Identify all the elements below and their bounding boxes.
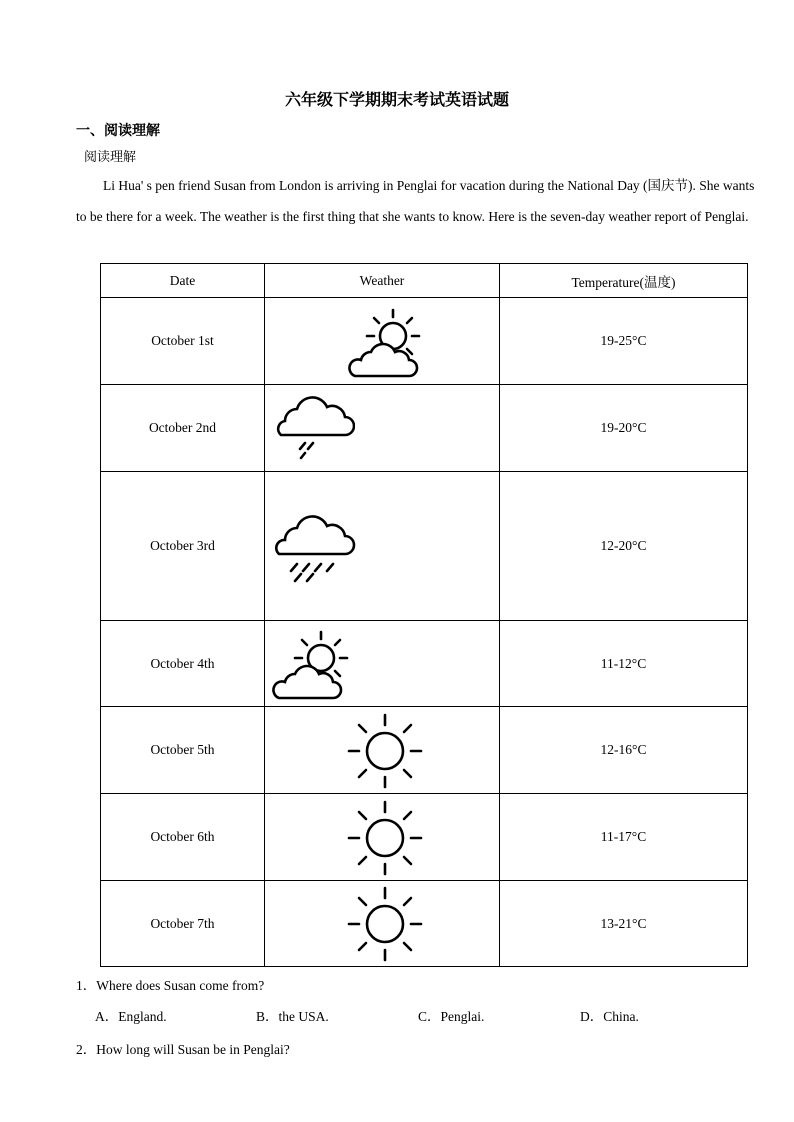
row-temperature: 19-25°C — [500, 298, 748, 385]
table-row — [101, 298, 748, 385]
row-date: October 4th — [101, 621, 265, 707]
sun-icon — [343, 709, 427, 793]
row-temperature: 13-21°C — [500, 881, 748, 967]
question-2: 2．How long will Susan be in Penglai? — [76, 1042, 290, 1057]
question-1-option-a[interactable]: A．England. — [95, 1009, 167, 1024]
row-weather — [265, 621, 500, 707]
section-heading: 一、阅读理解 — [76, 123, 160, 139]
question-1-option-c[interactable]: C．Penglai. — [418, 1009, 485, 1024]
question-1: 1．Where does Susan come from? — [76, 978, 265, 993]
row-temperature: 19-20°C — [500, 385, 748, 472]
sun-icon — [343, 796, 427, 880]
row-temperature: 11-17°C — [500, 794, 748, 881]
row-date: October 7th — [101, 881, 265, 967]
sun-behind-cloud-icon — [271, 624, 361, 704]
question-1-option-d[interactable]: D．China. — [580, 1009, 639, 1024]
sun-behind-cloud-icon — [343, 302, 433, 382]
header-date: Date — [101, 264, 265, 298]
row-temperature: 12-16°C — [500, 707, 748, 794]
table-row — [101, 707, 748, 794]
table-header-row — [101, 264, 748, 298]
row-weather — [265, 472, 500, 621]
sun-icon — [343, 882, 427, 966]
cloud-heavy-rain-icon — [273, 510, 357, 584]
row-temperature: 12-20°C — [500, 472, 748, 621]
table-row — [101, 472, 748, 621]
table-row — [101, 794, 748, 881]
table-row — [101, 385, 748, 472]
document-title: 六年级下学期期末考试英语试题 — [284, 90, 509, 109]
cloud-light-rain-icon — [275, 391, 355, 461]
row-weather — [265, 794, 500, 881]
table-row — [101, 621, 748, 707]
header-weather: Weather — [265, 264, 500, 298]
table-row — [101, 881, 748, 967]
header-temperature: Temperature(温度) — [500, 264, 748, 298]
row-date: October 6th — [101, 794, 265, 881]
weather-report-table — [100, 263, 748, 967]
question-1-option-b[interactable]: B．the USA. — [256, 1009, 329, 1024]
row-date: October 2nd — [101, 385, 265, 472]
row-weather — [265, 385, 500, 472]
row-temperature: 11-12°C — [500, 621, 748, 707]
row-weather — [265, 298, 500, 385]
row-weather — [265, 881, 500, 967]
row-weather — [265, 707, 500, 794]
row-date: October 5th — [101, 707, 265, 794]
row-date: October 1st — [101, 298, 265, 385]
subsection-heading: 阅读理解 — [84, 150, 137, 165]
reading-passage: Li Hua' s pen friend Susan from London is arriving in Penglai for vacation during the National Day (国庆节). She wants to be there for a week. The weather is the first thing that she wants to know. Here is the seven-day weather report of Penglai. — [76, 178, 755, 224]
row-date: October 3rd — [101, 472, 265, 621]
